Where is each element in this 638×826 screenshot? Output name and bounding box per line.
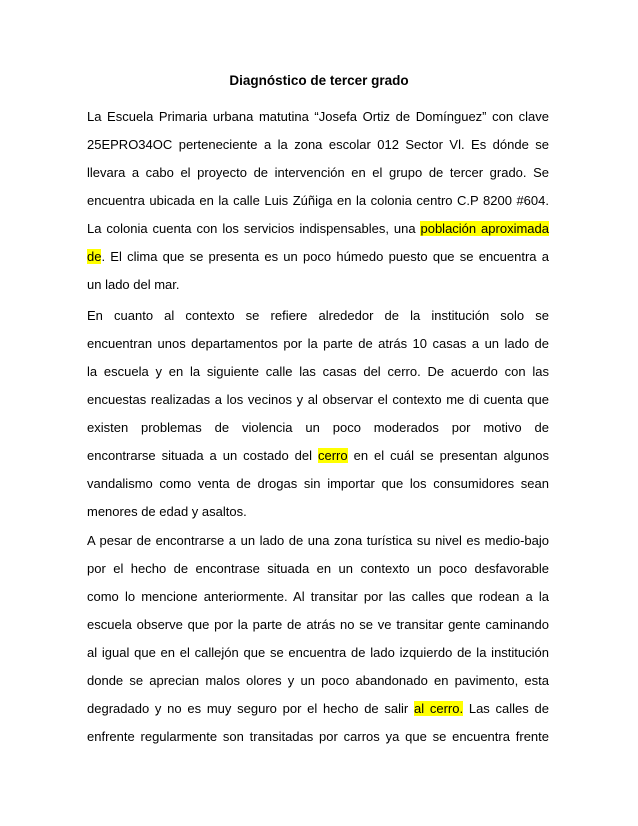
- text-segment: escuela observe que por la parte de atrás no se ve transitar gente caminando: [87, 617, 549, 632]
- text-line: [87, 187, 549, 215]
- text-line: [87, 386, 549, 414]
- text-line: [87, 527, 549, 555]
- text-segment: 25EPRO34OC perteneciente a la zona escolar 012 Sector Vl. Es dónde se: [87, 137, 549, 152]
- text-line: [87, 498, 549, 526]
- text-segment: al igual que en el callejón que se encuentra de lado izquierdo de la institución: [87, 645, 549, 660]
- paragraph-context-surroundings: [87, 302, 549, 526]
- text-segment: menores de edad y asaltos.: [87, 504, 247, 519]
- text-segment: . El clima que se presenta es un poco húmedo puesto que se encuentra a: [101, 249, 549, 264]
- text-line: [87, 583, 549, 611]
- text-segment: encuentran unos departamentos por la parte de atrás 10 casas a un lado de: [87, 336, 549, 351]
- text-line: [87, 302, 549, 330]
- text-segment: en el cuál se presentan algunos: [347, 448, 549, 463]
- text-line: [87, 215, 549, 243]
- text-segment: La colonia cuenta con los servicios indispensables, una: [87, 221, 421, 236]
- text-line: [87, 159, 549, 187]
- text-segment: donde se aprecian malos olores y un poco abandonado en pavimento, esta: [87, 673, 549, 688]
- text-segment: La Escuela Primaria urbana matutina “Josefa Ortiz de Domínguez” con clave: [87, 109, 549, 124]
- text-segment: enfrente regularmente son transitadas por carros ya que se encuentra frente: [87, 729, 549, 744]
- text-segment: encuestas realizadas a los vecinos y al observar el contexto me di cuenta que: [87, 392, 549, 407]
- text-line: [87, 271, 549, 299]
- text-line: [87, 611, 549, 639]
- document-title: Diagnóstico de tercer grado: [229, 73, 409, 88]
- text-line: [87, 330, 549, 358]
- highlighted-text: de: [87, 249, 102, 264]
- text-line: [87, 555, 549, 583]
- text-segment: existen problemas de violencia un poco moderados por motivo de: [87, 420, 549, 435]
- text-segment: vandalismo como venta de drogas sin importar que los consumidores sean: [87, 476, 549, 491]
- text-segment: encontrarse situada a un costado del: [87, 448, 318, 463]
- text-segment: A pesar de encontrarse a un lado de una zona turística su nivel es medio-bajo: [87, 533, 549, 548]
- text-segment: la escuela y en la siguiente calle las casas del cerro. De acuerdo con las: [87, 364, 549, 379]
- text-segment: En cuanto al contexto se refiere alrededor de la institución solo se: [87, 308, 549, 323]
- text-line: [87, 723, 549, 751]
- paragraph-school-location: [87, 103, 549, 299]
- text-line: [87, 695, 549, 723]
- text-segment: como lo mencione anteriormente. Al transitar por las calles que rodean a la: [87, 589, 549, 604]
- text-line: [87, 358, 549, 386]
- highlighted-text: población aproximada: [420, 221, 549, 236]
- text-segment: llevara a cabo el proyecto de intervención en el grupo de tercer grado. Se: [87, 165, 549, 180]
- text-segment: por el hecho de encontrase situada en un contexto un poco desfavorable: [87, 561, 549, 576]
- text-line: [87, 414, 549, 442]
- text-line: [87, 131, 549, 159]
- text-segment: un lado del mar.: [87, 277, 180, 292]
- text-line: [87, 442, 549, 470]
- highlighted-text: cerro: [318, 448, 348, 463]
- text-line: [87, 639, 549, 667]
- text-line: [87, 470, 549, 498]
- text-segment: degradado y no es muy seguro por el hecho de salir: [87, 701, 414, 716]
- text-line: [87, 667, 549, 695]
- text-line: [87, 243, 549, 271]
- text-segment: encuentra ubicada en la calle Luis Zúñiga en la colonia centro C.P 8200 #604.: [87, 193, 549, 208]
- highlighted-text: al cerro.: [414, 701, 464, 716]
- paragraph-socioeconomic-level: [87, 527, 549, 751]
- text-segment: Las calles de: [463, 701, 549, 716]
- text-line: [87, 103, 549, 131]
